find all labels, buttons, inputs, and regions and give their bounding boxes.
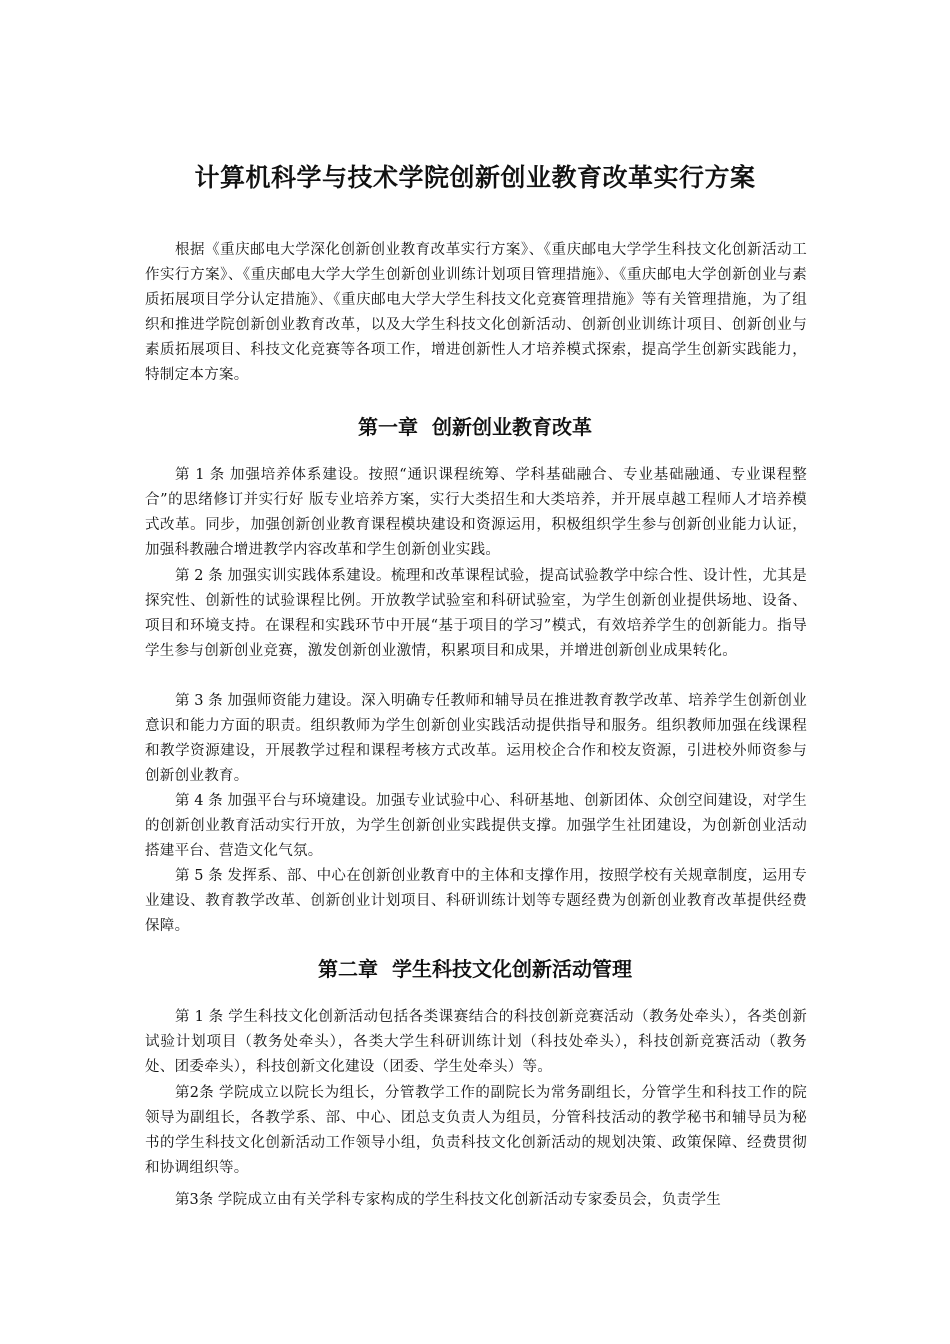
document-title: 计算机科学与技术学院创新创业教育改革实行方案: [194, 163, 756, 192]
chapter-2-title: 学生科技文化创新活动管理: [392, 957, 632, 981]
article-number: 第 5 条: [175, 868, 223, 884]
article-number: 第2条: [175, 1085, 215, 1101]
chapter-1-title: 创新创业教育改革: [432, 415, 592, 439]
article-text: 发挥系、部、中心在创新创业教育中的主体和支撑作用，按照学校有关规章制度，运用专业建设、教育教学改革、创新创业计划项目、科研训练计划等专题经费为创新创业教育改革提供经费保障。: [145, 868, 808, 934]
article-number: 第 3 条: [175, 693, 223, 709]
article-number: 第3条: [175, 1192, 214, 1208]
chapter-2-article-2: [145, 1081, 807, 1181]
article-text: 学院成立由有关学科专家构成的学生科技文化创新活动专家委员会，负责学生: [217, 1192, 722, 1208]
chapter-2-article-1: [145, 1005, 807, 1080]
article-text: 学生科技文化创新活动包括各类课赛结合的科技创新竞赛活动（教务处牵头），各类创新试验计划项目（教务处牵头），各类大学生科研训练计划（科技处牵头），科技创新竞赛活动（教务处、团委牵头），科技创新文化建设（团委、学生处牵头）等。: [145, 1009, 807, 1075]
chapter-2-article-3: [145, 1188, 807, 1213]
chapter-1-article-5: [145, 864, 807, 939]
chapter-1-article-3: [145, 689, 807, 789]
article-text: 加强实训实践体系建设。梳理和改革课程试验，提高试验教学中综合性、设计性，尤其是探究性、创新性的试验课程比例。开放教学试验室和科研试验室，为学生创新创业提供场地、设备、项目和环境支持。在课程和实践环节中开展“基于项目的学习”模式，有效培养学生的创新能力。指导学生参与创新创业竞赛，激发创新创业激情，积累项目和成果，并增进创新创业成果转化。: [145, 568, 808, 659]
chapter-1-article-4: [145, 789, 807, 864]
article-number: 第 1 条: [175, 467, 225, 483]
article-number: 第 1 条: [175, 1009, 224, 1025]
article-text: 学院成立以院长为组长，分管教学工作的副院长为常务副组长，分管学生和科技工作的院领导为副组长，各教学系、部、中心、团总支负责人为组员，分管科技活动的教学秘书和辅导员为秘书的学生科技文化创新活动工作领导小组，负责科技文化创新活动的规划决策、政策保障、经费贯彻和协调组织等。: [145, 1085, 808, 1176]
chapter-1-number: 第一章: [358, 415, 418, 439]
chapter-1-heading: [0, 411, 950, 443]
chapter-2-number: 第二章: [318, 957, 378, 981]
chapter-1-article-1: [145, 463, 807, 563]
article-text: 加强平台与环境建设。加强专业试验中心、科研基地、创新团体、众创空间建设，对学生的创新创业教育活动实行开放，为学生创新创业实践提供支撑。加强学生社团建设，为创新创业活动搭建平台、营造文化气氛。: [145, 793, 808, 859]
article-text: 加强培养体系建设。按照“通识课程统筹、学科基础融合、专业基础融通、专业课程整合”的思绪修订并实行好 版专业培养方案，实行大类招生和大类培养，并开展卓越工程师人才培养模式改革。同步，加强创新创业教育课程模块建设和资源运用，积极组织学生参与创新创业能力认证，加强科教融合增进教学内容改革和学生创新创业实践。: [145, 467, 808, 558]
article-text: 加强师资能力建设。深入明确专任教师和辅导员在推进教育教学改革、培养学生创新创业意识和能力方面的职责。组织教师为学生创新创业实践活动提供指导和服务。组织教师加强在线课程和教学资源建设，开展教学过程和课程考核方式改革。运用校企合作和校友资源，引进校外师资参与创新创业教育。: [145, 693, 808, 784]
chapter-1-article-2: [145, 564, 807, 664]
chapter-2-heading: [0, 953, 950, 985]
article-number: 第 2 条: [175, 568, 223, 584]
article-number: 第 4 条: [175, 793, 223, 809]
intro-paragraph: 根据《重庆邮电大学深化创新创业教育改革实行方案》、《重庆邮电大学学生科技文化创新活动工作实行方案》、《重庆邮电大学大学生创新创业训练计划项目管理措施》、《重庆邮电大学创新创业与素质拓展项目学分认定措施》、《重庆邮电大学大学生科技文化竞赛管理措施》等有关管理措施，为了组织和推进学院创新创业教育改革，以及大学生科技文化创新活动、创新创业训练计项目、创新创业与素质拓展项目、科技文化竞赛等各项工作，增进创新性人才培养模式探索，提高学生创新实践能力，特制定本方案。: [145, 242, 807, 383]
